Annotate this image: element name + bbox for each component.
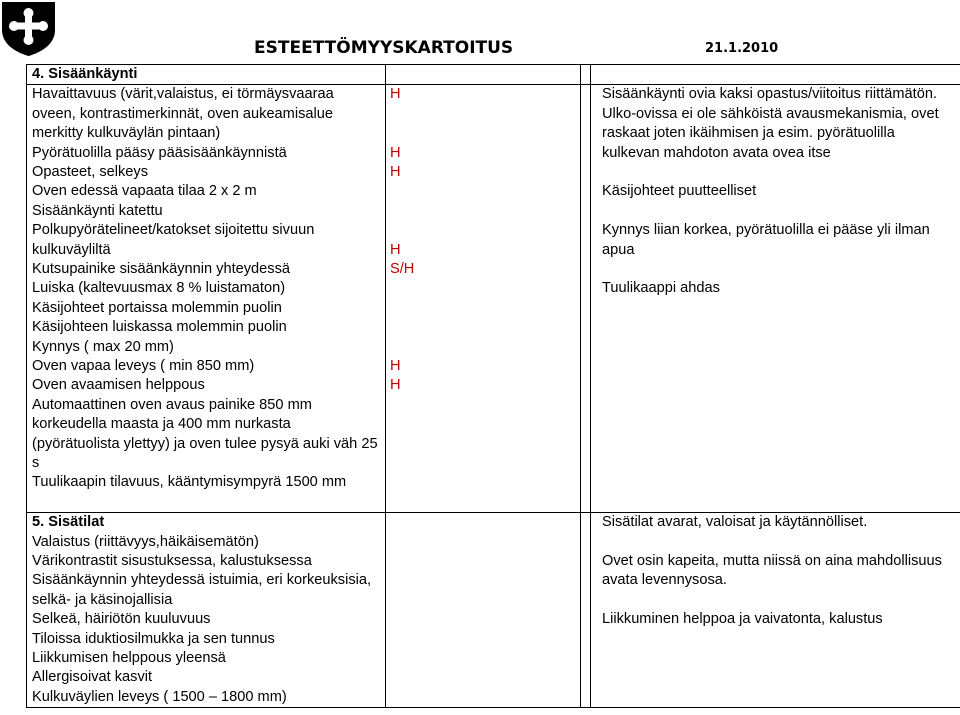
criterion: Tiloissa iduktiosilmukka ja sen tunnus xyxy=(32,630,275,647)
status-mark xyxy=(390,338,580,357)
criterion: Oven edessä vapaata tilaa 2 x 2 m xyxy=(32,183,257,200)
criterion: Polkupyörätelineet/katokset sijoitettu sivuun kulkuväyliltä xyxy=(32,222,315,258)
status-mark xyxy=(390,279,580,298)
document-date: 21.1.2010 xyxy=(705,41,779,56)
criterion: Havaittavuus (värit,valaistus, ei törmäysvaaraa oveen, kontrastimerkinnät, oven aukeamisalue merkitty kulkuväylän pintaan) xyxy=(32,86,334,142)
note: Kynnys liian korkea, pyörätuolilla ei pääse yli ilman apua xyxy=(602,222,930,258)
criterion: Värikontrastit sisustuksessa, kalustuksessa xyxy=(32,553,312,570)
criterion: Oven avaamisen helppous xyxy=(32,377,205,394)
status-mark: H xyxy=(390,144,401,161)
criterion: Valaistus (riittävyys,häikäisemätön) xyxy=(32,533,259,550)
status-mark: H xyxy=(390,163,401,180)
status-mark: H xyxy=(390,377,401,394)
section-heading-row xyxy=(27,65,960,85)
note: Sisätilat avarat, valoisat ja käytännölliset. xyxy=(602,514,868,531)
criterion: Käsijohteet portaissa molemmin puolin xyxy=(32,299,282,316)
status-mark xyxy=(390,318,580,337)
criterion: Liikkumisen helppous yleensä xyxy=(32,650,226,667)
status-mark xyxy=(390,221,580,240)
criterion: Kynnys ( max 20 mm) xyxy=(32,338,174,355)
notes-column xyxy=(591,513,960,708)
notes-column xyxy=(591,85,960,513)
status-mark xyxy=(390,299,580,318)
note: Ovet osin kapeita, mutta niissä on aina mahdollisuus avata levennysosa. xyxy=(602,553,942,589)
section-4-heading: 4. Sisäänkäynti xyxy=(27,65,386,85)
crest-icon xyxy=(0,0,57,57)
section-5-body xyxy=(27,513,960,708)
criterion: Oven vapaa leveys ( min 850 mm) xyxy=(32,358,255,375)
criterion: Sisäänkäynnin yhteydessä istuimia, eri korkeuksisia, selkä- ja käsinojallisia xyxy=(32,572,372,608)
criterion: Automaattinen oven avaus painike 850 mm korkeudella maasta ja 400 mm nurkasta (pyörätuolista ylettyy) ja oven tulee pysyä auki väh 25 s xyxy=(32,396,378,472)
criterion: Käsijohteen luiskassa molemmin puolin xyxy=(32,319,287,336)
document-title: ESTEETTÖMYYSKARTOITUS xyxy=(254,38,514,58)
criterion: Kulkuväylien leveys ( 1500 – 1800 mm) xyxy=(32,688,287,705)
criterion: Selkeä, häiriötön kuuluvuus xyxy=(32,611,211,628)
status-mark: H xyxy=(390,241,401,258)
status-mark xyxy=(390,182,580,201)
status-mark: H xyxy=(390,357,401,374)
status-mark xyxy=(390,202,580,221)
criterion: Sisäänkäynti katettu xyxy=(32,202,163,219)
section-4-body xyxy=(27,85,960,513)
note: Ulko-ovissa ei ole sähköistä avausmekanismia, ovet raskaat joten ikäihmisen ja esim. pyörätuolilla kulkevan mahdoton avata ovea itse xyxy=(602,105,939,161)
status-mark: S/H xyxy=(390,260,415,277)
criterion: Kutsupainike sisäänkäynnin yhteydessä xyxy=(32,261,290,278)
criterion: Luiska (kaltevuusmax 8 % luistamaton) xyxy=(32,280,286,297)
criteria-list xyxy=(27,513,386,708)
note: Sisäänkäynti ovia kaksi opastus/viitoitus riittämätön. xyxy=(602,86,938,103)
status-mark: H xyxy=(390,86,401,103)
accessibility-table xyxy=(26,64,960,708)
status-marks xyxy=(386,85,581,513)
section-5-heading: 5. Sisätilat xyxy=(32,514,105,531)
note: Tuulikaappi ahdas xyxy=(602,280,720,297)
criterion: Opasteet, selkeys xyxy=(32,164,148,180)
criterion: Allergisoivat kasvit xyxy=(32,669,153,686)
criterion: Tuulikaapin tilavuus, kääntymisympyrä 1500 mm xyxy=(32,474,347,491)
note: Liikkuminen helppoa ja vaivatonta, kalustus xyxy=(602,611,883,628)
criteria-list xyxy=(27,85,386,513)
criterion: Pyörätuolilla pääsy pääsisäänkäynnistä xyxy=(32,144,287,161)
note: Käsijohteet puutteelliset xyxy=(602,183,757,200)
